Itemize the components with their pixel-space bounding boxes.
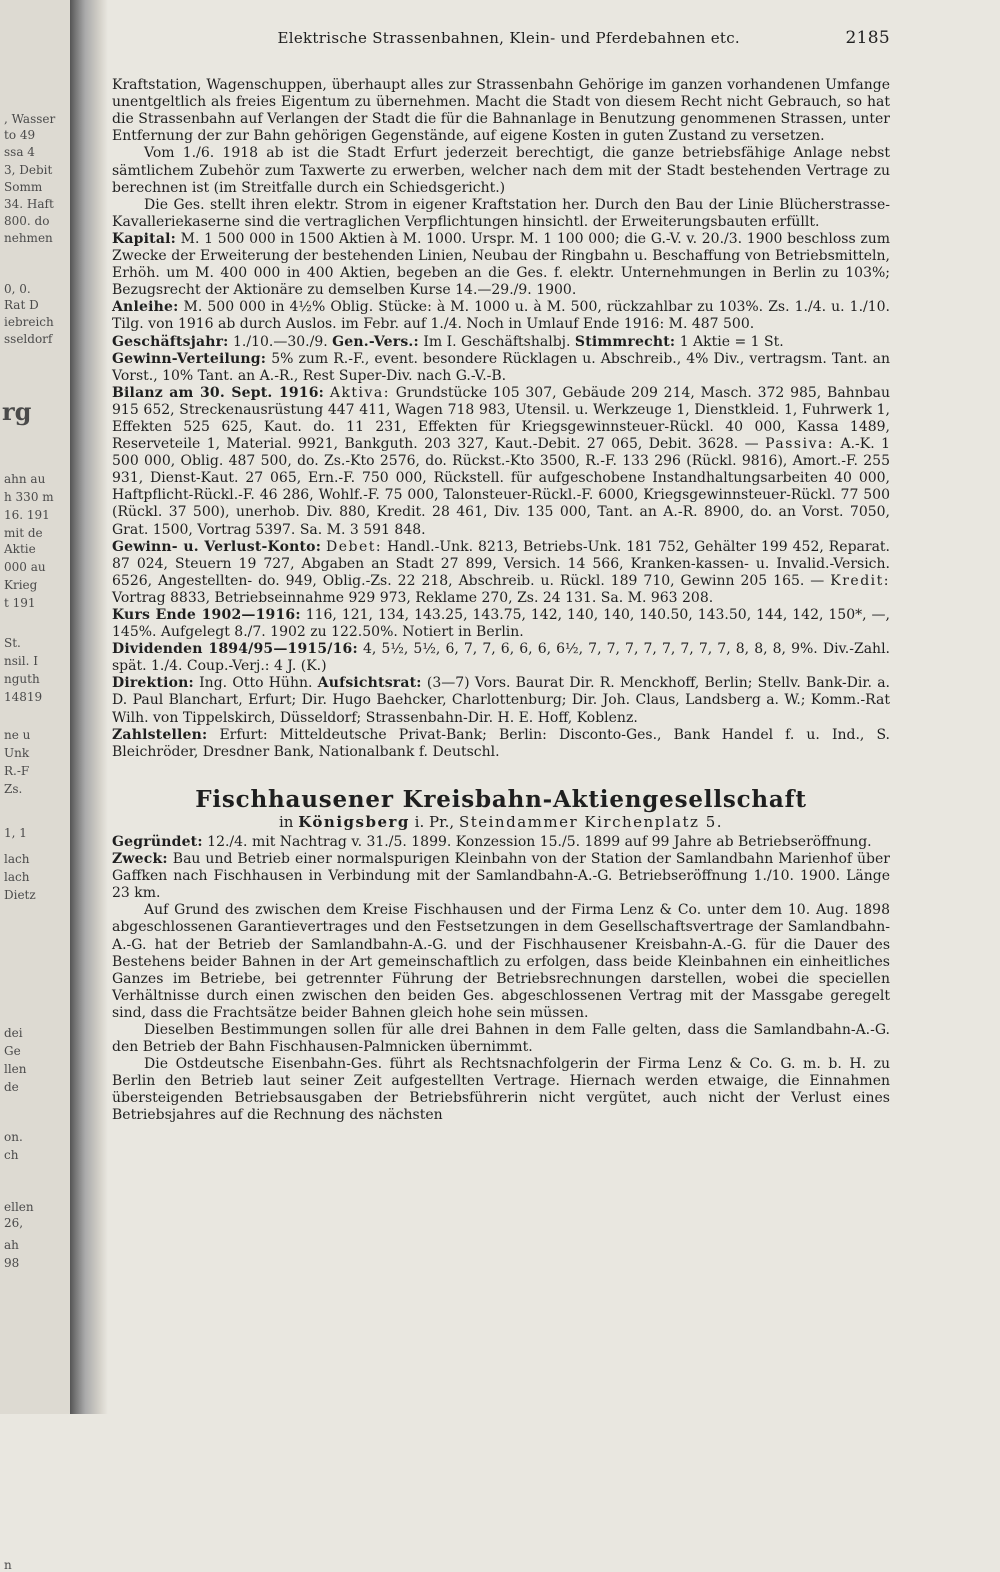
page (112, 30, 890, 1125)
margin-fragment: nguth (4, 672, 40, 686)
address-city: Königsberg (298, 812, 410, 831)
entry-dividenden (112, 641, 890, 675)
text-stimmrecht: 1 Aktie = 1 St. (679, 333, 784, 350)
margin-fragment: Somm (4, 180, 43, 194)
label-passiva: Passiva: (765, 436, 835, 453)
label-bilanz: Bilanz am 30. Sept. 1916: (112, 384, 325, 401)
label-kapital: Kapital: (112, 230, 176, 247)
address-suffix: i. Pr., (414, 812, 455, 831)
label-gewinn-verlust: Gewinn- u. Verlust-Konto: (112, 538, 322, 555)
company-address (112, 814, 890, 831)
label-kredit: Kredit: (830, 572, 890, 589)
label-genvers: Gen.-Vers.: (332, 333, 419, 350)
text-gegruendet: 12./4. mit Nachtrag v. 31./5. 1899. Konzession 15./5. 1899 auf 99 Jahre ab Betriebseröffnung. (207, 833, 872, 850)
margin-fragment: ah (4, 1238, 19, 1252)
text-genvers: Im I. Geschäftshalbj. (423, 333, 571, 350)
entry-gegruendet (112, 834, 890, 851)
margin-fragment: to 49 (4, 128, 36, 142)
entry-gewinn-verlust (112, 539, 890, 607)
text-kredit: Vortrag 8833, Betriebseinnahme 929 973, Reklame 270, Zs. 24 131. Sa. M. 963 208. (112, 589, 714, 606)
margin-fragment: Unk (4, 746, 30, 760)
margin-fragment: sseldorf (4, 332, 53, 346)
entry-geschaeftsjahr (112, 334, 890, 351)
text-zahlstellen: Erfurt: Mitteldeutsche Privat-Bank; Berlin: Disconto-Ges., Bank Handel f. u. Ind., S. Bleichröder, Dresdner Bank, Nationalbank f. Deutschl. (112, 726, 890, 760)
margin-fragment: on. (4, 1130, 23, 1144)
margin-fragment: ahn au (4, 472, 46, 486)
label-gewinn-verteilung: Gewinn-Verteilung: (112, 350, 267, 367)
label-direktion: Direktion: (112, 675, 194, 692)
margin-fragment: lach (4, 852, 30, 866)
margin-fragment: Rat D (4, 298, 39, 312)
margin-fragment: , Wasser (4, 112, 56, 126)
text-aktiva: Grundstücke 105 307, Gebäude 209 214, Masch. 372 985, Bahnbau 915 652, Streckenausrüstung 447 411, Wagen 718 983, Utensil. u. Werkzeuge 1, Dienstkleid. 1, Fuhrwerk 1, Effekten 525 625, Kaut. do. 11 231, Effekten für Kriegsgewinnsteuer-Rückl. 40 000, Kassa 1489, Reserveteile 1, Material. 9921, Bankguth. 203 327, Kaut.-Debit. 27 065, Debit. 3628. — (112, 384, 891, 453)
label-stimmrecht: Stimmrecht: (574, 333, 676, 350)
margin-fragment: mit de (4, 526, 43, 540)
text-passiva: A.-K. 1 500 000, Oblig. 487 500, do. Zs.-Kto 2576, do. Rückst.-Kto 3500, R.-F. 133 296 (Rückl. 9816), Amort.-F. 255 931, Dienst-Kaut. 27 065, Ern.-F. 750 000, Rückstell. für aufgeschobene Instandhaltungsarbeiten 40 000, Haftpflicht-Rückl.-F. 46 286, Wohlf.-F. 75 000, Talonsteuer-Rückl.-F. 6000, Kriegsgewinnsteuer-Rückl. 77 500 (Rückl. 37 500), unerhob. Div. 880, Kredit. 28 461, Div. 135 000, Tant. an A.-R. 8900, do. an Vorst. 7050, Grat. 1500, Vortrag 5397. Sa. M. 3 591 848. (112, 436, 890, 538)
entry-anleihe (112, 299, 890, 333)
margin-fragment: ne u (4, 728, 31, 742)
margin-fragment: 000 au (4, 560, 46, 574)
margin-fragment: Aktie (4, 542, 36, 556)
entry-gewinn-verteilung (112, 351, 890, 385)
margin-fragment: n (4, 1558, 12, 1572)
label-dividenden: Dividenden 1894/95—1915/16: (112, 641, 358, 658)
label-aktiva: Aktiva: (329, 384, 390, 401)
address-prefix: in (278, 812, 294, 831)
book-gutter (70, 0, 108, 1414)
margin-fragment: rg (2, 397, 32, 426)
margin-fragment: ellen (4, 1200, 34, 1214)
text-gewinn-verteilung: 5% zum R.-F., event. besondere Rücklagen u. Abschreib., 4% Div., vertragsm. Tant. an Vorst., 10% Tant. an A.-R., Rest Super-Div. nach G.-V.-B. (112, 350, 891, 384)
margin-fragment: 26, (4, 1216, 24, 1230)
margin-fragment: 800. do (4, 214, 50, 228)
margin-fragment: 14819 (4, 690, 43, 704)
label-geschaeftsjahr: Geschäftsjahr: (112, 333, 229, 350)
margin-fragment: R.-F (4, 764, 30, 778)
margin-fragment: t 191 (4, 596, 36, 610)
paragraph-guarantee: Auf Grund des zwischen dem Kreise Fischhausen und der Firma Lenz & Co. unter dem 10. Aug. 1898 abgeschlossenen Garantievertrages und den Festsetzungen in dem Gesellschaftsvertrage der Samlandbahn-A.-G. hat der Betrieb der Samlandbahn-A.-G. und der Fischhausener Kreisbahn-A.-G. für die Dauer des Bestehens beider Bahnen in der Art gemeinschaftlich zu erfolgen, dass beide Kleinbahnen ein einheitliches Ganzes im Betriebe, bei getrennter Führung der Betriebsrechnungen darstellen, wobei die speciellen Verhältnisse durch einen zwischen den beiden Ges. abgeschlossenen Vertrag mit der Massgabe geregelt sind, dass die Frachtsätze beider Bahnen gleich hohe sein müssen. (112, 902, 890, 1021)
label-kurs: Kurs Ende 1902—1916: (112, 607, 301, 623)
margin-fragment: 1, 1 (4, 826, 27, 840)
entry-direktion (112, 675, 890, 726)
text-geschaeftsjahr: 1./10.—30./9. (233, 333, 328, 350)
entry-bilanz (112, 385, 890, 539)
paragraph-provisions: Dieselben Bestimmungen sollen für alle drei Bahnen in dem Falle gelten, dass die Samlandbahn-A.-G. den Betrieb der Bahn Fischhausen-Palmnicken übernimmt. (112, 1021, 890, 1056)
entry-kurs (112, 607, 890, 641)
entry-zahlstellen (112, 727, 890, 761)
margin-fragment: ssa 4 (4, 145, 35, 159)
entry-kapital (112, 231, 890, 299)
label-gegruendet: Gegründet: (112, 833, 203, 850)
margin-fragment: Dietz (4, 888, 36, 902)
margin-fragment: iebreich (4, 315, 54, 329)
margin-fragment: 0, 0. (4, 282, 31, 296)
margin-fragment: 3, Debit (4, 163, 53, 177)
margin-fragment: llen (4, 1062, 27, 1076)
label-zahlstellen: Zahlstellen: (112, 726, 208, 743)
label-aufsichtsrat: Aufsichtsrat: (317, 675, 422, 692)
margin-fragment: Ge (4, 1044, 21, 1058)
paragraph-acquisition: Vom 1./6. 1918 ab ist die Stadt Erfurt jederzeit berechtigt, die ganze betriebsfähige Anlage nebst sämtlichem Zubehör zum Taxwerte zu erwerben, welcher nach dem mit der Stadt bestehenden Vertrage zu berechnen ist (im Streitfalle durch ein Schiedsgericht.) (112, 145, 890, 196)
text-aufsichtsrat: (3—7) Vors. Baurat Dir. R. Menckhoff, Berlin; Stellv. Bank-Dir. a. D. Paul Blanchart, Erfurt; Dir. Hugo Baehcker, Charlottenburg; Dir. Joh. Claus, Landsberg a. W.; Komm.-Rat Wilh. von Tippelskirch, Düsseldorf; Strassenbahn-Dir. H. E. Hoff, Koblenz. (112, 675, 891, 726)
company-title: Fischhausener Kreisbahn-Aktiengesellschaft (195, 785, 807, 813)
margin-fragment: 34. Haft (4, 197, 54, 211)
paragraph-operation: Die Ostdeutsche Eisenbahn-Ges. führt als Rechtsnachfolgerin der Firma Lenz & Co. G. m. b. H. zu Berlin den Betrieb laut seiner Zeit aufgestellten Vertrage. Hiernach werden etwaige, die Einnahmen übersteigenden Betriebsausgaben der Betriebsführerin nicht vergütet, auch nicht der Verlust eines Betriebsjahres auf die Rechnung des nächsten (112, 1056, 890, 1124)
text-kurs: 116, 121, 134, 143.25, 143.75, 142, 140, 140, 140.50, 143.50, 144, 142, 150*, —, 145%. Aufgelegt 8./7. 1902 zu 122.50%. Notiert in Berlin. (112, 607, 890, 641)
margin-fragment: St. (4, 636, 21, 650)
margin-fragment: ch (4, 1148, 19, 1162)
margin-fragment: nehmen (4, 231, 53, 245)
text-zweck: Bau und Betrieb einer normalspurigen Kleinbahn von der Station der Samlandbahn Marienhof über Gaffken nach Fischhausen in Verbindung mit der Samlandbahn-A.-G. Betriebseröffnung 1./10. 1900. Länge 23 km. (112, 851, 890, 902)
intro-paragraph: Kraftstation, Wagenschuppen, überhaupt alles zur Strassenbahn Gehörige im ganzen vorhandenen Umfange unentgeltlich als freies Eigentum zu übernehmen. Macht die Stadt von diesem Recht nicht Gebrauch, so hat die Strassenbahn auf Verlangen der Stadt die für die Bahnanlage in Benutzung genommenen Strassen, unter Entfernung der zur Bahn gehörigen Gegenstände, auf eigene Kosten in guten Zustand zu versetzen. (112, 77, 890, 145)
text-direktion: Ing. Otto Hühn. (199, 675, 313, 692)
margin-fragment: 16. 191 (4, 508, 50, 522)
margin-fragment: h 330 m (4, 490, 54, 504)
page-number: 2185 (845, 28, 890, 48)
margin-fragment: de (4, 1080, 19, 1094)
margin-fragment: Krieg (4, 578, 38, 592)
text-anleihe: M. 500 000 in 4½% Oblig. Stücke: à M. 1000 u. à M. 500, rückzahlbar zu 103%. Zs. 1./4. u. 1./10. Tilg. von 1916 ab durch Auslos. im Febr. auf 1./4. Noch in Umlauf Ende 1916: M. 487 500. (112, 299, 891, 333)
margin-fragment: lach (4, 870, 30, 884)
margin-fragment: dei (4, 1026, 23, 1040)
entry-zweck (112, 851, 890, 902)
paragraph-power: Die Ges. stellt ihren elektr. Strom in eigener Kraftstation her. Durch den Bau der Linie Blücherstrasse-Kavalleriekaserne sind die vertraglichen Verpflichtungen hinsichtl. der Erweiterungsbauten erfüllt. (112, 196, 890, 230)
label-zweck: Zweck: (112, 851, 168, 868)
label-anleihe: Anleihe: (112, 299, 179, 316)
adjacent-page-edge (0, 0, 70, 1572)
margin-fragment: Zs. (4, 782, 23, 796)
running-head-title: Elektrische Strassenbahnen, Klein- und Pferdebahnen etc. (277, 29, 741, 47)
margin-fragment: 98 (4, 1256, 20, 1270)
text-dividenden: 4, 5½, 5½, 6, 7, 7, 6, 6, 6, 6½, 7, 7, 7, 7, 7, 7, 7, 7, 8, 8, 8, 9%. Div.-Zahl. spät. 1./4. Coup.-Verj.: 4 J. (K.) (112, 641, 890, 675)
label-debet: Debet: (326, 538, 383, 555)
running-head (112, 30, 890, 47)
address-street: Steindammer Kirchenplatz 5. (458, 812, 724, 831)
text-kapital: M. 1 500 000 in 1500 Aktien à M. 1000. Urspr. M. 1 100 000; die G.-V. v. 20./3. 1900 beschloss zum Zwecke der Erweiterung der bestehenden Linien, Neubau der Ringbahn u. Beschaffung von Betriebsmitteln, Erhöh. um M. 400 000 in 400 Aktien, begeben an die Ges. f. elektr. Unternehmungen in Berlin zu 103%; Bezugsrecht der Aktionäre zu demselben Kurse 14.—29./9. 1900. (112, 230, 891, 299)
margin-fragment: nsil. I (4, 654, 38, 668)
text-debet: Handl.-Unk. 8213, Betriebs-Unk. 181 752, Gehälter 199 452, Reparat. 87 024, Steuern 19 727, Abgaben an Stadt 27 899, Versich. 14 566, Kranken-kassen- u. Invalid.-Versich. 6526, Angestellten- do. 949, Oblig.-Zs. 22 218, Abschreib. u. Rückl. 189 710, Gewinn 205 165. — (112, 538, 891, 589)
